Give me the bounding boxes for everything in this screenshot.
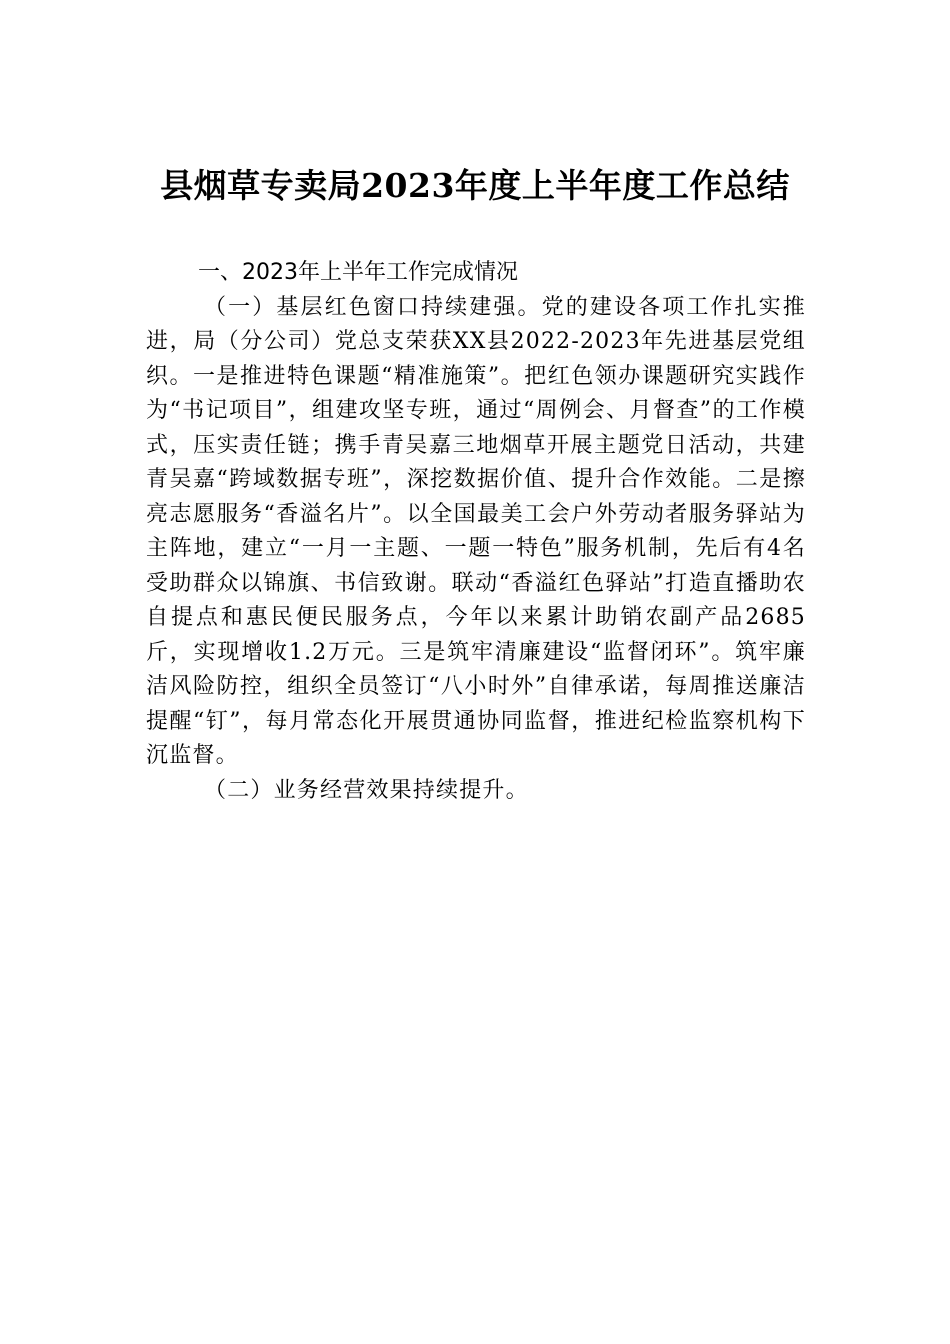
document-title: 县烟草专卖局2023年度上半年度工作总结	[160, 166, 790, 205]
subsection-heading: （二）业务经营效果持续提升。	[204, 777, 529, 803]
body-paragraph: （一）基层红色窗口持续建强。党的建设各项工作扎实推进，局（分公司）党总支荣获XX县2022-2023年先进基层党组织。一是推进特色课题“精准施策”。把红色领办课题研究实践作为“书记项目”，组建攻坚专班，通过“周例会、月督查”的工作模式，压实责任链；携手青吴嘉三地烟草开展主题党日活动，共建青吴嘉“跨域数据专班”，深挖数据价值、提升合作效能。二是擦亮志愿服务“香溢名片”。以全国最美工会户外劳动者服务驿站为主阵地，建立“一月一主题、一题一特色”服务机制，先后有4名受助群众以锦旗、书信致谢。联动“香溢红色驿站”打造直播助农自提点和惠民便民服务点，今年以来累计助销农副产品2685斤，实现增收1.2万元。三是筑牢清廉建设“监督闭环”。筑牢廉洁风险防控，组织全员签订“八小时外”自律承诺，每周推送廉洁提醒“钉”，每月常态化开展贯通协同监督，推进纪检监察机构下沉监督。	[146, 294, 806, 768]
document-body	[146, 256, 806, 808]
section-heading: 一、2023年上半年工作完成情况	[198, 260, 518, 285]
